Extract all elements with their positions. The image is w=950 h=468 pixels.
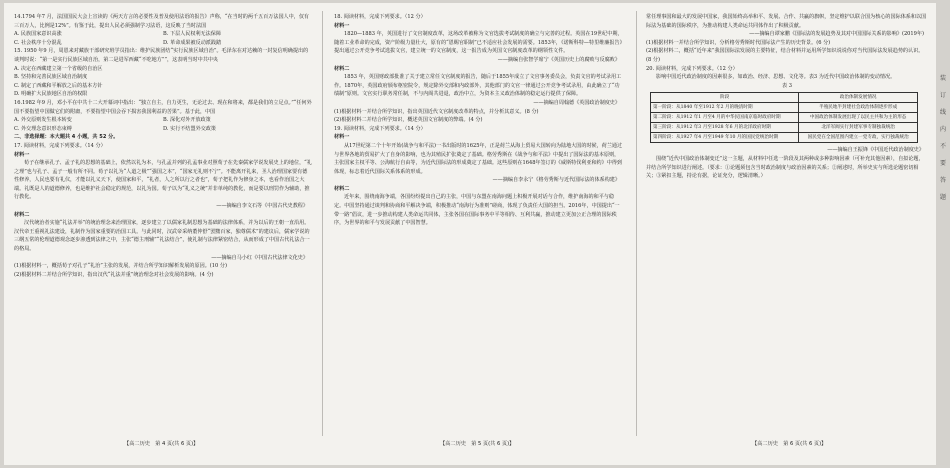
q14-options-cd: [14, 39, 312, 48]
binding-char: 答: [939, 177, 946, 184]
exam-sheet: [4, 3, 936, 465]
q14-options-ab: [14, 30, 312, 39]
q19-requirement-1: (1)根据材料一并结合所学知识，分析格劳秀斯时代国际法产生的历史背景。(6 分): [646, 39, 831, 46]
q16-options-cd: [14, 125, 312, 134]
q17-material-1: 荀子在继承孔子、孟子礼的思想的基础上，依然以礼为本，与孔孟并列的孔孟事业对照荀子在先秦儒家学说发展史上的地位，“礼之理”也与孔子、孟子一般有所不同。荀子以礼为“人道之极”“强国之本”，“国家无礼则不宁”。不能离开礼来，圣人治理国家要有德性修养，人民也要有礼仪，才能以礼义天下，使国家和平，“礼者，人之所以行之者也”，荀子把礼作为修身之本，也看作治国之大端。礼既是人的道德修养，也是维护社会稳定的规范，以礼为国。荀子以为“礼义之统”并非单纯的教化，而是要以刑罚作为辅助，推行教化。: [14, 160, 312, 201]
q19-material-2: 近年来，围绕南海争端，各国纷纷提出自己的主张，中国与东盟在南海问题上积极开展对话与合作，维护南海的和平与稳定。中国坚持通过谈判和协商和平解决争端，积极推动“南海行为准则”磋商，体现了负责任大国的担当。2016年，中国提出“一带一路”倡议，进一步推动构建人类命运共同体，主张各国在国际事务中平等相待、互利共赢，推动建立更加公正合理的国际秩序，为世界的和平与发展贡献了中国智慧。: [334, 194, 620, 227]
table-cell-situation: 北洋军阀实行封建军事专制独裁统治: [799, 123, 918, 133]
q17-requirement-1: (1)根据材料一，概括荀子对孔子“礼治”主张的发展，并结合所学知识解析发展的原因。(10 分): [14, 263, 227, 270]
table-cell-period: 第四阶段：从1927 年4 月至1949 年10 月的国民党统治时期: [651, 133, 799, 143]
binding-char: 不: [939, 143, 946, 150]
q19-material-2-source: ——摘编自谭家鹏《国际法的发展趋势及其对中国国际关系的影响》(2019年): [749, 31, 924, 38]
q14-option-d: D. 革命成果被反动派践踏: [163, 39, 222, 46]
table-header-period: 阶段: [651, 93, 799, 103]
q19-material-2-label: 材料二: [334, 185, 350, 192]
q15-option-b: B. 坚持和完善民族区域自治制度: [14, 74, 88, 81]
q20-task: 围绕“近代中国政治体制变迁”这一主题，从材料中任选一阶段及其两种或多种影响因素（可补充其他因素），自拟论题，并结合所学知识进行阐述。（要求：①论题须包含当时政治制度与政治因素的关系；②阐述时，所举史实与所选论题密切相关；③紧扣主题，持论有据，论证充分，逻辑清晰。）: [646, 155, 924, 180]
table-title: 表 3: [782, 82, 792, 89]
binding-char: 装: [939, 75, 946, 82]
q17-material-2: 汉代统治者实施“礼法并举”的统治理念来治理国家，逐步建立了以儒家礼制思想为基础的法律体系，并为以后的王朝一直沿用。汉代帝王重视礼法建设，礼制作为国家重要的治国工具。与此同时，汉武帝采纳董仲舒“罢黜百家，独尊儒术”的建议后，儒家学说的三纲五常的伦理道德观念逐步渗透到法律之中，主张“德主刑辅”“礼法结合”，使礼制与法律紧密结合，从而形成了中国古代礼法合一的格局。: [14, 220, 310, 253]
binding-char: 订: [939, 92, 946, 99]
q18-material-2: 1853 年，英国财政部批准了关于建立常任文官制度的报告，随后于1855年成立了文官事务委员会，负责文官的考试录用工作。1870年，英国政府颁布枢密院令，规定除外交部和内政部外，其他部门的文官一律通过公开竞争考试录用，由此确立了“功绩制”原则。文官实行职务常任制，不与内阁共进退，政治中立，为资本主义政治体制的稳定运行提供了保障。: [334, 74, 622, 98]
page-5-column: [334, 13, 624, 228]
q18-material-1-source: ——摘编自张智学席宁《英国历史上的腐败与反腐败》: [497, 56, 620, 63]
part2-heading: 二、非选择题：本大题共 4 小题，共 52 分。: [14, 134, 119, 141]
table-cell-situation: 中国政治体制发展出现了以民主共和为主的形态: [799, 113, 918, 123]
page-4-footer: 【高二历史 第 4 页(共 6 页)】: [124, 441, 199, 447]
q18-material-2-label: 材料二: [334, 65, 350, 72]
q18-intro: 18. 阅读材料，完成下列要求。（12 分）: [334, 14, 426, 20]
binding-char: 要: [939, 160, 946, 167]
q16-option-c: C. 外交理念意识形态束缚: [14, 125, 72, 132]
table-cell-period: 第三阶段：从1912 年3 月至1928 年6 月的北洋政府时期: [651, 123, 799, 133]
table-row: [651, 113, 918, 123]
page-5-footer: 【高二历史 第 5 页(共 6 页)】: [440, 441, 515, 447]
q14-option-c: C. 社会秩序十分混乱: [14, 39, 62, 46]
q16-option-d: D. 实行不结盟外交政策: [163, 125, 216, 132]
q19-material-1: 从17世纪第二个十年开始(战争与和平法)一书出版时的1625年，正是荷兰从海上贸易大国转向为陆地大国的时候，荷兰通过与世界各地的贸易扩大了自身的影响，也为其殖民扩张奠定了基础。格劳秀斯在《战争与和平法》中提出了国际法的基本原则，主张国家主权平等、公海航行自由等，为近代国际法的形成奠定了基础。这些原则在1648年签订的《威斯特伐利亚和约》中得到体现，标志着近代国际关系体系的形成。: [334, 142, 623, 175]
table-source: ——摘编自王振锋《中国近代政治制度史》: [827, 147, 924, 154]
q19-intro: 19. 阅读材料，完成下列要求。（14 分）: [334, 125, 426, 132]
q17-intro: 17. 阅读材料，完成下列要求。（14 分）: [14, 142, 106, 149]
q19-material-1-label: 材料一: [334, 134, 350, 141]
q15-option-a: A. 决定在西藏建立第一个省级的自治区: [14, 65, 103, 72]
q16-option-b: B. 深化对外开放政策: [163, 117, 211, 124]
q17-material-2-source: ——摘编自马小红《中国古代法律文化史》: [211, 254, 308, 261]
column-divider: [322, 11, 323, 436]
table-cell-period: 第一阶段：从1840 年至1912 年2 月的晚清时期: [651, 103, 799, 113]
q18-material-1: 1820—1883 年，英国进行了文官制度改革，这场改革被称为文官选拔考试制度的确立与完善的过程。英国在19世纪中期，随着工业革命的完成，资产阶级力量壮大，原有的“恩赐官职制”已不适应社会发展的需要。1853年，《诺斯科特—特里维廉报告》提出通过公开竞争考试选拔文官，建立统一的文官制度，这一报告成为英国文官制度改革的纲领性文件。: [334, 31, 623, 55]
q18-material-1-label: 材料一: [334, 22, 350, 29]
q16-options-ab: [14, 116, 312, 125]
q16-stem: 16.1982 年9 月，邓小平在中共十二大开幕词中指出：“独立自主，自力更生，无论过去、现在和将来，都是我们的立足点。”“任何外国不要指望中国做它们的附庸，不要指望中国会吞下损害我国利益的苦果”。基于此，中国: [14, 99, 312, 115]
binding-char: 内: [939, 126, 946, 133]
table-row: [651, 123, 918, 133]
page-6-column: [646, 13, 928, 181]
page-4-column: [14, 13, 312, 279]
binding-line-notice: [938, 70, 948, 206]
table-row: [651, 133, 918, 143]
q20-description: 影响中国近代政治制度的因素很多，如政治、经济、思想、文化等。表3 为近代中国政治体制的变动情况。: [656, 74, 896, 81]
table-cell-situation: 半殖民地半封建社会政治体制逐步形成: [799, 103, 918, 113]
q19-material-2-continued: 常任理事国和最大的发展中国家，我国始终高举和平、发展、合作、共赢的旗帜，坚定维护以联合国为核心的国际体系和以国际法为基础的国际秩序，为推动构建人类命运共同体作出了积极贡献。: [646, 14, 927, 29]
q15-option-c: C. 制定了西藏和平解放之后的基本方针: [14, 82, 103, 89]
q17-material-2-label: 材料二: [14, 211, 30, 218]
q14-option-b: B. 下层人民权利无法保障: [163, 31, 221, 38]
table-row: [651, 103, 918, 113]
q15-option-d: D. 明确扩大民族地区自治的权限: [14, 91, 88, 98]
q18-material-2-source: ——摘编自周翰德《英国政治制度史》: [533, 99, 620, 106]
political-system-table: [650, 92, 918, 143]
column-divider: [636, 11, 637, 436]
table-cell-situation: 国民党在全国范围内建立一党专政，实行独裁统治: [799, 133, 918, 143]
table-header-situation: 政治体制发展情况: [799, 93, 918, 103]
q19-requirement-2: (2)根据材料二，概括“近年来”我国国际法发展的主要特征，结合材料并运用所学知识说说你对当代国际法发展趋势的认识。(8 分): [646, 48, 924, 63]
q14-stem: 14.1794 年7 月，法国国民大会上宣读的《两天方言的必要性及普及使用法语的报告》声称，“在当时的两千五百万法国人中，仅有三百万人，比例是12%”。有鉴于此，提出人民必须强制学习法语，这反映了当时法国: [14, 14, 310, 29]
q18-requirement-1: (1)根据材料一并结合所学知识，指出英国近代文官制度改革的特点，并分析其意义。(8 分): [334, 108, 539, 115]
page-6-footer: 【高二历史 第 6 页(共 6 页)】: [752, 441, 827, 447]
q17-requirement-2: (2)根据材料二并结合所学知识，指出汉代“礼法并重”统治理念对社会发展的影响。(4 分): [14, 271, 214, 278]
q18-requirement-2: (2)根据材料二并结合所学知识，概述英国文官制度的弊端。(4 分): [334, 117, 483, 124]
q15-stem: 15. 1950 年9 月，周恩来对藏族干部研究班学员指出：维护民族团结“实行民族区域自治”。毛泽东在对达赖的一封复信明确提出的谈判时说：“第一是实行民族区域自治，第二是进军西藏“不吃地方””，这表明当时中共中央: [14, 48, 309, 63]
binding-char: 题: [939, 194, 946, 201]
q14-option-a: A. 民族国家意识高涨: [14, 31, 62, 38]
table-header-row: [651, 93, 918, 103]
q17-material-1-label: 材料一: [14, 151, 30, 158]
binding-char: 线: [939, 109, 946, 116]
q16-option-a: A. 外交原则发生根本转变: [14, 117, 72, 124]
table-cell-period: 第二阶段：从1912 年1 月至4 月的中华民国南京临时政府时期: [651, 113, 799, 123]
q17-material-1-source: ——摘编自李文石等《中国古代史教程》: [216, 203, 308, 210]
q19-material-1-source: ——摘编自李永宁《格劳秀斯与近代国际法的体系构建》: [492, 177, 620, 184]
q20-intro: 20. 阅读材料，完成下列要求。（12 分）: [646, 65, 738, 72]
